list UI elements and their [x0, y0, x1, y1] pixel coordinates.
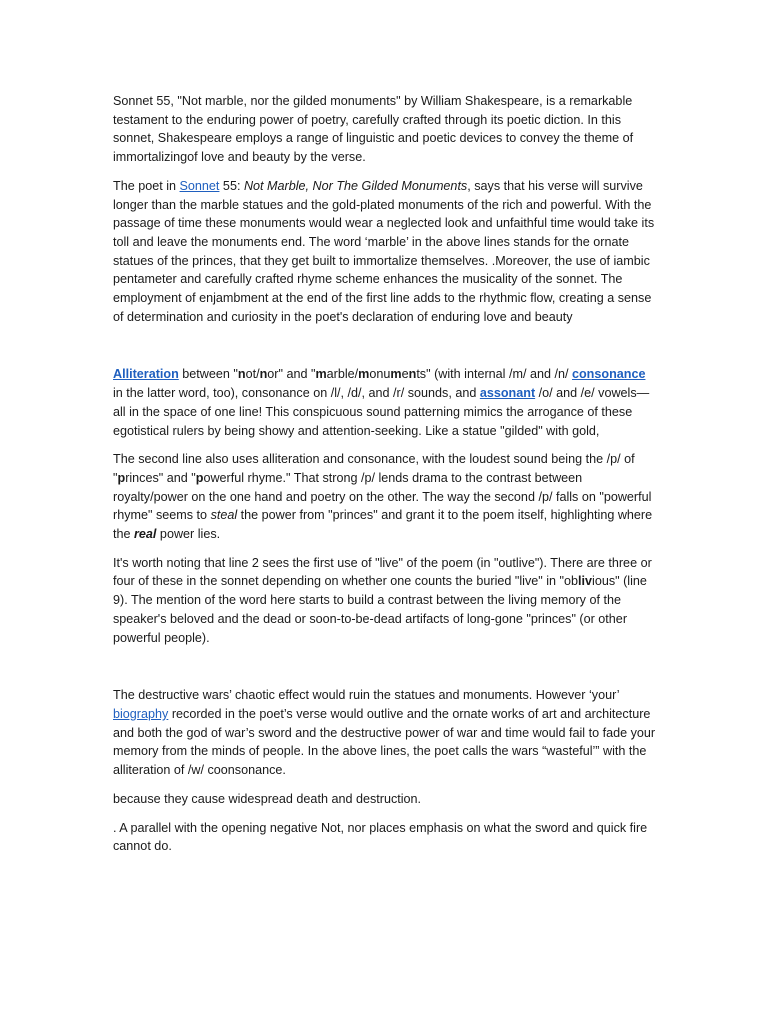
paragraph-parallel: . A parallel with the opening negative Not, nor places emphasis on what the sword and quick fire cannot do. [113, 820, 648, 854]
emphasis-word: steal [210, 508, 238, 523]
emphasis-letter: n [259, 367, 268, 382]
consonance-link[interactable]: consonance [571, 367, 646, 382]
paragraph-live [113, 554, 658, 648]
assonant-link[interactable]: assonant [479, 386, 536, 401]
paragraph-intro: Sonnet 55, "Not marble, nor the gilded monuments" by William Shakespeare, is a remarkable testament to the enduring power of poetry, carefully crafted through its poetic diction. In this sonnet, Shakespeare employs a range of linguistic and poetic devices to convey the theme of immortalizingof love and beauty by the verse. [113, 94, 634, 165]
text-span: , says that his verse will survive longer than the marble statues and the gold-plated monuments of the rich and powerful. With the passage of time these monuments would wear a neglected look and unfaithful time would take its toll and leave the monuments end. The word ‘marble’ in the above lines stands for the ornate statues of the princes, that they get built to immortalize themselves. .Moreover, the use of iambic pentameter and carefully crafted rhyme scheme enhances the musicality of the sonnet. The employment of enjambment at the end of the first line adds to the rhythmic flow, creating a sense of determination and curiosity in the poet's declaration of enduring love and beauty [113, 178, 655, 324]
biography-link[interactable]: biography [113, 706, 169, 721]
text-span: rinces" and " [125, 470, 196, 485]
text-span: the power from "princes" and grant it to the poem itself, highlighting where the [113, 508, 653, 542]
text-span: ious" (line 9). The mention of the word here starts to build a contrast between the living memory of the speaker's beloved and the dead or soon-to-be-dead artifacts of long-gone "princes" (or other powerful people). [113, 574, 647, 645]
emphasis-word: real [134, 527, 157, 542]
text-span: 55: [219, 178, 244, 193]
emphasis-letter: n [408, 367, 417, 382]
text-span: power lies. [156, 527, 221, 542]
text-span: arble/ [326, 367, 359, 382]
text-span: The poet in [113, 178, 180, 193]
paragraph-second-line [113, 450, 658, 544]
text-span: recorded in the poet’s verse would outlive and the ornate works of art and architecture and both the god of war’s sword and the destructive power of war and time would fail to fade your memory from the minds of people. In the above lines, the poet calls the wars “wasteful’” with the alliteration of /w/ coonsonance. [113, 706, 656, 778]
emphasis-letter: m [390, 367, 402, 382]
emphasis-letter: m [358, 367, 370, 382]
emphasis-letter: p [195, 470, 204, 485]
text-span: It's worth noting that line 2 sees the first use of "live" of the poem (in "outlive"). There are three or four of these in the sonnet depending on whether one counts the buried "live" in "ob [113, 555, 652, 589]
text-span: ts" (with internal /m/ and /n/ [416, 367, 572, 382]
text-span: or" and " [267, 367, 316, 382]
text-span: between " [178, 367, 238, 382]
alliteration-link[interactable]: Alliteration [113, 367, 179, 382]
paragraph-poet-verse [113, 177, 658, 327]
emphasis-letter: p [117, 470, 126, 485]
sonnet-link[interactable]: Sonnet [179, 178, 220, 193]
text-span: The destructive wars’ chaotic effect would ruin the statues and monuments. However ‘your’ [113, 688, 620, 703]
emphasis-letter: m [315, 367, 327, 382]
emphasis-letter: liv [578, 574, 593, 589]
text-span: e [401, 367, 409, 382]
paragraph-because: because they cause widespread death and destruction. [113, 791, 422, 806]
text-span: onu [369, 367, 391, 382]
text-span: ot/ [245, 367, 260, 382]
text-span: owerful rhyme." That strong /p/ lends drama to the contrast between royalty/power on the one hand and poetry on the other. The way the second /p/ falls on "powerful rhyme" seems to [113, 470, 652, 523]
document-body [113, 92, 658, 856]
poem-title: Not Marble, Nor The Gilded Monuments [243, 178, 468, 193]
text-span: /o/ and /e/ vowels—all in the space of one line! This conspicuous sound patterning mimics the arrogance of these egotistical rulers by being showy and attention-seeking. Like a statue "gilded" with gold, [113, 386, 650, 438]
paragraph-alliteration [113, 365, 658, 440]
emphasis-letter: n [237, 367, 246, 382]
text-span: The second line also uses alliteration and consonance, with the loudest sound being the /p/ of " [113, 452, 635, 485]
text-span: in the latter word, too), consonance on /l/, /d/, and /r/ sounds, and [113, 386, 480, 401]
paragraph-destructive-wars [113, 686, 658, 780]
